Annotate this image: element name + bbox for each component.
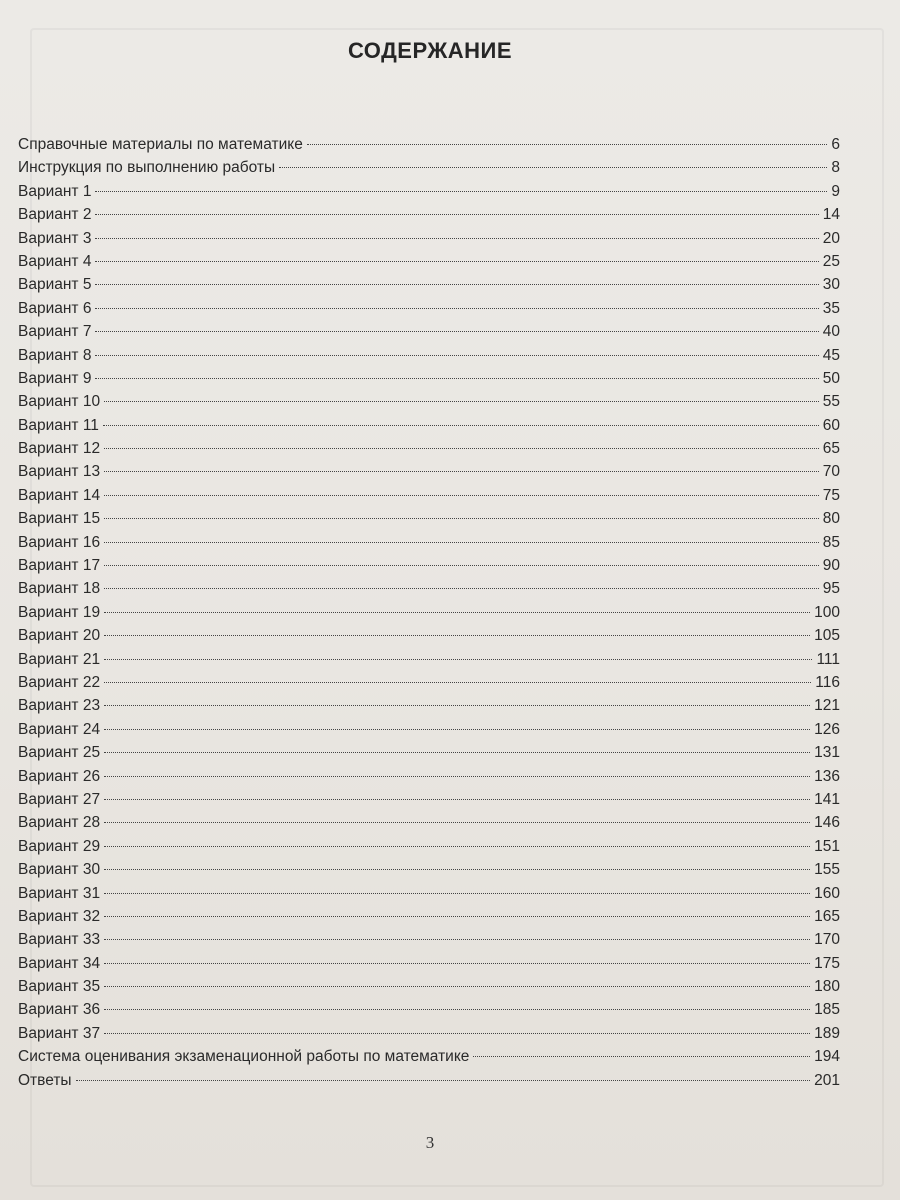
toc-entry-label: Вариант 29 bbox=[18, 837, 101, 855]
toc-entry-page: 126 bbox=[814, 720, 840, 738]
toc-entry-page: 85 bbox=[822, 533, 840, 551]
toc-entry-label: Вариант 7 bbox=[18, 323, 92, 341]
toc-entry-label: Вариант 4 bbox=[18, 252, 92, 270]
toc-dot-leader bbox=[95, 308, 818, 309]
toc-entry bbox=[18, 905, 840, 928]
toc-entry-page: 189 bbox=[814, 1024, 840, 1042]
toc-dot-leader bbox=[95, 378, 818, 379]
toc-dot-leader bbox=[104, 893, 810, 894]
toc-entry bbox=[18, 765, 840, 788]
toc-dot-leader bbox=[104, 682, 811, 683]
toc-entry-page: 136 bbox=[814, 767, 840, 785]
toc-entry-label: Вариант 2 bbox=[18, 206, 92, 224]
toc-entry-page: 70 bbox=[822, 463, 840, 481]
toc-entry-label: Вариант 32 bbox=[18, 907, 101, 925]
toc-entry-page: 131 bbox=[814, 744, 840, 762]
toc-entry-label: Вариант 26 bbox=[18, 767, 101, 785]
toc-entry bbox=[18, 554, 840, 577]
toc-dot-leader bbox=[104, 752, 810, 753]
toc-entry bbox=[18, 320, 840, 343]
toc-entry-label: Вариант 6 bbox=[18, 299, 92, 317]
toc-entry-label: Вариант 19 bbox=[18, 603, 101, 621]
toc-entry-page: 8 bbox=[831, 159, 840, 177]
toc-entry-page: 6 bbox=[831, 136, 840, 153]
toc-entry bbox=[18, 531, 840, 554]
toc-dot-leader bbox=[103, 425, 819, 426]
toc-entry bbox=[18, 1069, 840, 1092]
toc-entry bbox=[18, 952, 840, 975]
toc-entry-label: Вариант 16 bbox=[18, 533, 101, 551]
toc-dot-leader bbox=[104, 963, 810, 964]
toc-entry-page: 201 bbox=[814, 1071, 840, 1089]
toc-entry-label: Вариант 25 bbox=[18, 744, 101, 762]
toc-entry bbox=[18, 156, 840, 179]
toc-dot-leader bbox=[95, 191, 827, 192]
toc-entry-label: Вариант 28 bbox=[18, 814, 101, 832]
toc-entry bbox=[18, 273, 840, 296]
toc-entry-label: Система оценивания экзаменационной работы по математике bbox=[18, 1048, 470, 1066]
toc-entry-label: Вариант 36 bbox=[18, 1001, 101, 1019]
toc-entry-label: Вариант 1 bbox=[18, 182, 92, 200]
toc-entry-label: Вариант 27 bbox=[18, 790, 101, 808]
toc-dot-leader bbox=[95, 355, 818, 356]
toc-entry-label: Вариант 10 bbox=[18, 393, 101, 411]
toc-entry-label: Справочные материалы по математике bbox=[18, 136, 303, 153]
toc-dot-leader bbox=[104, 495, 819, 496]
toc-dot-leader bbox=[95, 214, 818, 215]
toc-entry-page: 20 bbox=[822, 229, 840, 247]
toc-dot-leader bbox=[104, 776, 810, 777]
toc-entry-page: 90 bbox=[822, 557, 840, 575]
toc-entry bbox=[18, 203, 840, 226]
toc-entry-page: 116 bbox=[815, 673, 840, 691]
toc-entry bbox=[18, 437, 840, 460]
toc-entry-label: Вариант 9 bbox=[18, 369, 92, 387]
toc-entry-page: 155 bbox=[814, 861, 840, 879]
toc-entry bbox=[18, 601, 840, 624]
toc-entry-label: Вариант 18 bbox=[18, 580, 101, 598]
toc-dot-leader bbox=[473, 1056, 810, 1057]
toc-entry bbox=[18, 577, 840, 600]
toc-entry-label: Вариант 8 bbox=[18, 346, 92, 364]
toc-dot-leader bbox=[76, 1080, 811, 1081]
toc-entry-page: 35 bbox=[822, 299, 840, 317]
toc-dot-leader bbox=[104, 542, 819, 543]
toc-entry-label: Вариант 20 bbox=[18, 627, 101, 645]
toc-entry-page: 194 bbox=[814, 1048, 840, 1066]
toc-entry-page: 185 bbox=[814, 1001, 840, 1019]
toc-entry bbox=[18, 694, 840, 717]
toc-dot-leader bbox=[104, 471, 819, 472]
page-title: СОДЕРЖАНИЕ bbox=[347, 38, 513, 63]
table-of-contents bbox=[18, 133, 840, 1092]
toc-dot-leader bbox=[95, 284, 818, 285]
toc-entry bbox=[18, 858, 840, 881]
toc-dot-leader bbox=[104, 799, 810, 800]
toc-entry bbox=[18, 484, 840, 507]
toc-entry-label: Вариант 17 bbox=[18, 557, 101, 575]
toc-entry-label: Вариант 34 bbox=[18, 954, 101, 972]
toc-entry-label: Ответы bbox=[18, 1071, 72, 1089]
toc-entry-label: Вариант 15 bbox=[18, 510, 101, 528]
toc-dot-leader bbox=[104, 939, 810, 940]
toc-entry-page: 95 bbox=[822, 580, 840, 598]
toc-dot-leader bbox=[104, 635, 810, 636]
toc-dot-leader bbox=[104, 846, 810, 847]
toc-entry bbox=[18, 460, 840, 483]
toc-entry bbox=[18, 835, 840, 858]
toc-dot-leader bbox=[95, 331, 818, 332]
toc-entry-page: 165 bbox=[814, 907, 840, 925]
toc-entry bbox=[18, 344, 840, 367]
toc-dot-leader bbox=[95, 261, 818, 262]
toc-dot-leader bbox=[95, 238, 818, 239]
toc-entry-page: 45 bbox=[822, 346, 840, 364]
toc-entry-label: Вариант 35 bbox=[18, 978, 101, 996]
toc-entry-label: Вариант 23 bbox=[18, 697, 101, 715]
toc-entry-page: 100 bbox=[814, 603, 840, 621]
toc-dot-leader bbox=[104, 869, 810, 870]
toc-entry bbox=[18, 507, 840, 530]
toc-entry-label: Вариант 22 bbox=[18, 673, 101, 691]
toc-entry-label: Вариант 21 bbox=[18, 650, 101, 668]
toc-dot-leader bbox=[104, 986, 810, 987]
toc-entry bbox=[18, 250, 840, 273]
toc-entry-page: 160 bbox=[814, 884, 840, 902]
toc-entry-label: Вариант 3 bbox=[18, 229, 92, 247]
toc-dot-leader bbox=[104, 448, 819, 449]
toc-entry-label: Вариант 24 bbox=[18, 720, 101, 738]
toc-entry bbox=[18, 788, 840, 811]
toc-entry-page: 80 bbox=[822, 510, 840, 528]
toc-dot-leader bbox=[104, 659, 812, 660]
toc-dot-leader bbox=[307, 144, 828, 145]
toc-dot-leader bbox=[104, 916, 810, 917]
toc-entry-page: 60 bbox=[822, 416, 840, 434]
toc-dot-leader bbox=[104, 612, 810, 613]
toc-entry bbox=[18, 718, 840, 741]
toc-entry bbox=[18, 1045, 840, 1068]
toc-entry-page: 170 bbox=[814, 931, 840, 949]
toc-dot-leader bbox=[104, 705, 810, 706]
toc-entry bbox=[18, 390, 840, 413]
toc-dot-leader bbox=[279, 167, 827, 168]
toc-entry-label: Вариант 12 bbox=[18, 440, 101, 458]
toc-entry bbox=[18, 133, 840, 156]
toc-dot-leader bbox=[104, 565, 819, 566]
toc-entry-label: Вариант 14 bbox=[18, 486, 101, 504]
toc-entry-label: Вариант 5 bbox=[18, 276, 92, 294]
toc-entry bbox=[18, 180, 840, 203]
toc-entry-label: Вариант 31 bbox=[18, 884, 101, 902]
toc-entry bbox=[18, 367, 840, 390]
toc-entry-label: Вариант 33 bbox=[18, 931, 101, 949]
toc-entry-page: 65 bbox=[822, 440, 840, 458]
toc-dot-leader bbox=[104, 729, 810, 730]
toc-entry-page: 9 bbox=[831, 182, 840, 200]
toc-entry-page: 121 bbox=[814, 697, 840, 715]
toc-entry bbox=[18, 227, 840, 250]
toc-entry-page: 75 bbox=[822, 486, 840, 504]
toc-entry-page: 151 bbox=[814, 837, 840, 855]
toc-entry bbox=[18, 928, 840, 951]
toc-entry bbox=[18, 882, 840, 905]
toc-entry-label: Инструкция по выполнению работы bbox=[18, 159, 276, 177]
toc-entry-page: 141 bbox=[814, 790, 840, 808]
toc-entry-page: 111 bbox=[816, 650, 840, 668]
toc-entry bbox=[18, 414, 840, 437]
toc-entry bbox=[18, 624, 840, 647]
toc-dot-leader bbox=[104, 518, 819, 519]
toc-dot-leader bbox=[104, 588, 819, 589]
toc-dot-leader bbox=[104, 401, 819, 402]
toc-entry bbox=[18, 648, 840, 671]
toc-entry bbox=[18, 1022, 840, 1045]
toc-entry-label: Вариант 37 bbox=[18, 1024, 101, 1042]
toc-entry bbox=[18, 811, 840, 834]
toc-entry bbox=[18, 741, 840, 764]
toc-dot-leader bbox=[104, 1009, 810, 1010]
toc-entry-page: 14 bbox=[822, 206, 840, 224]
toc-entry-page: 50 bbox=[822, 369, 840, 387]
toc-entry-page: 105 bbox=[814, 627, 840, 645]
toc-entry bbox=[18, 998, 840, 1021]
toc-entry-page: 40 bbox=[822, 323, 840, 341]
page-number: 3 bbox=[425, 1133, 435, 1152]
toc-dot-leader bbox=[104, 822, 810, 823]
toc-entry bbox=[18, 297, 840, 320]
toc-entry bbox=[18, 975, 840, 998]
toc-entry-page: 146 bbox=[814, 814, 840, 832]
toc-entry-page: 25 bbox=[822, 252, 840, 270]
toc-entry-label: Вариант 11 bbox=[18, 416, 99, 434]
toc-entry bbox=[18, 671, 840, 694]
toc-entry-page: 180 bbox=[814, 978, 840, 996]
toc-entry-label: Вариант 30 bbox=[18, 861, 101, 879]
toc-entry-page: 175 bbox=[814, 954, 840, 972]
toc-entry-page: 30 bbox=[822, 276, 840, 294]
toc-dot-leader bbox=[104, 1033, 810, 1034]
toc-entry-label: Вариант 13 bbox=[18, 463, 101, 481]
toc-entry-page: 55 bbox=[822, 393, 840, 411]
